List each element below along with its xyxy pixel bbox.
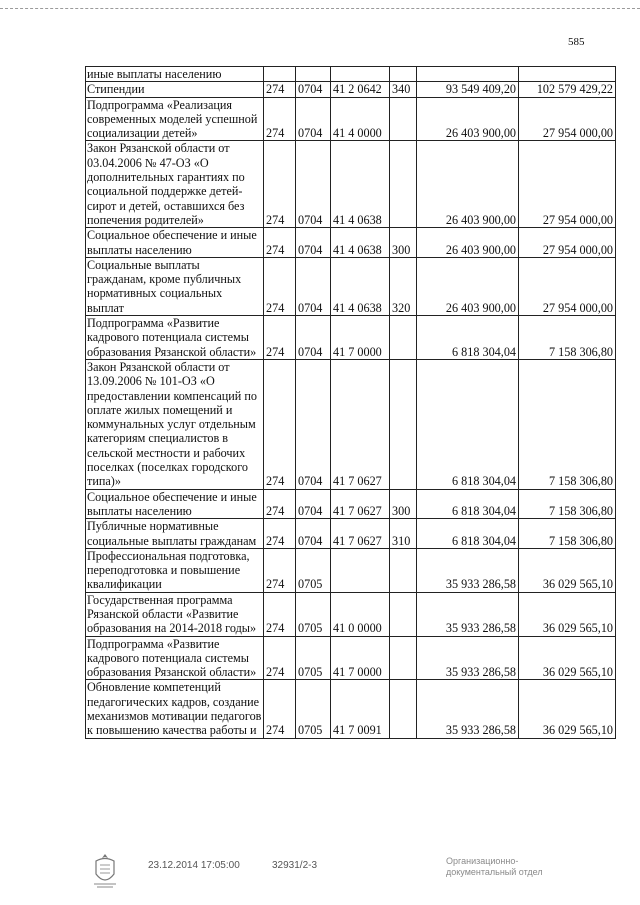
section-code: 0704 <box>296 82 331 97</box>
amount-first-year: 35 933 286,58 <box>417 592 519 636</box>
target-article-code: 41 0 0000 <box>331 592 390 636</box>
scan-top-edge <box>0 8 640 10</box>
amount-second-year: 7 158 306,80 <box>519 316 616 360</box>
stamp-line-2: документальный отдел <box>446 867 543 877</box>
ministry-code: 274 <box>264 257 296 315</box>
row-name: Профессиональная подготовка, переподготовка и повышение квалификации <box>86 548 264 592</box>
amount-first-year: 26 403 900,00 <box>417 97 519 141</box>
section-code: 0705 <box>296 548 331 592</box>
section-code: 0704 <box>296 489 331 519</box>
table-row <box>86 82 616 97</box>
amount-second-year: 27 954 000,00 <box>519 257 616 315</box>
target-article-code: 41 7 0091 <box>331 680 390 738</box>
table-row <box>86 97 616 141</box>
table-row <box>86 636 616 680</box>
row-name: Подпрограмма «Реализация современных моделей успешной социализации детей» <box>86 97 264 141</box>
expense-type-code: 300 <box>390 228 417 258</box>
section-code <box>296 67 331 82</box>
amount-first-year <box>417 67 519 82</box>
section-code: 0704 <box>296 519 331 549</box>
row-name: Закон Рязанской области от 13.09.2006 № 101-ОЗ «О предоставлении компенсаций по оплате жилых помещений и коммунальных услуг отдельным категориям специалистов в сельской местности и рабочих поселках (поселках городского типа)» <box>86 359 264 489</box>
ministry-code: 274 <box>264 489 296 519</box>
row-name: Обновление компетенций педагогических кадров, создание механизмов мотивации педагогов к повышению качества работы и <box>86 680 264 738</box>
amount-first-year: 26 403 900,00 <box>417 228 519 258</box>
page-number: 585 <box>568 36 585 48</box>
expense-type-code <box>390 67 417 82</box>
ministry-code: 274 <box>264 141 296 228</box>
target-article-code: 41 7 0627 <box>331 359 390 489</box>
expense-type-code <box>390 97 417 141</box>
ministry-code: 274 <box>264 548 296 592</box>
ministry-code: 274 <box>264 680 296 738</box>
amount-first-year: 26 403 900,00 <box>417 141 519 228</box>
amount-second-year: 36 029 565,10 <box>519 548 616 592</box>
amount-first-year: 6 818 304,04 <box>417 519 519 549</box>
amount-second-year: 27 954 000,00 <box>519 97 616 141</box>
ministry-code: 274 <box>264 592 296 636</box>
ministry-code: 274 <box>264 228 296 258</box>
expense-type-code <box>390 680 417 738</box>
section-code: 0704 <box>296 316 331 360</box>
table-row <box>86 141 616 228</box>
amount-second-year: 36 029 565,10 <box>519 636 616 680</box>
row-name: Социальное обеспечение и иные выплаты населению <box>86 228 264 258</box>
coat-of-arms-icon <box>92 852 118 890</box>
ministry-code: 274 <box>264 316 296 360</box>
table-row <box>86 519 616 549</box>
row-name: Закон Рязанской области от 03.04.2006 № 47-ОЗ «О дополнительных гарантиях по социальной поддержке детей-сирот и детей, оставшихся без попечения родителей» <box>86 141 264 228</box>
footer-department-stamp <box>446 856 543 878</box>
table-row <box>86 228 616 258</box>
target-article-code <box>331 548 390 592</box>
amount-second-year: 7 158 306,80 <box>519 489 616 519</box>
expense-type-code <box>390 141 417 228</box>
target-article-code <box>331 67 390 82</box>
row-name: иные выплаты населению <box>86 67 264 82</box>
section-code: 0704 <box>296 97 331 141</box>
target-article-code: 41 4 0638 <box>331 141 390 228</box>
row-name: Социальное обеспечение и иные выплаты населению <box>86 489 264 519</box>
expense-type-code <box>390 359 417 489</box>
ministry-code: 274 <box>264 359 296 489</box>
amount-second-year: 7 158 306,80 <box>519 359 616 489</box>
expense-type-code <box>390 592 417 636</box>
amount-first-year: 35 933 286,58 <box>417 680 519 738</box>
amount-first-year: 35 933 286,58 <box>417 636 519 680</box>
target-article-code: 41 4 0638 <box>331 228 390 258</box>
stamp-line-1: Организационно- <box>446 856 519 866</box>
table-row <box>86 548 616 592</box>
budget-table <box>85 66 616 739</box>
amount-second-year: 7 158 306,80 <box>519 519 616 549</box>
row-name: Социальные выплаты гражданам, кроме публичных нормативных социальных выплат <box>86 257 264 315</box>
row-name: Государственная программа Рязанской области «Развитие образования на 2014-2018 годы» <box>86 592 264 636</box>
target-article-code: 41 7 0000 <box>331 636 390 680</box>
target-article-code: 41 4 0000 <box>331 97 390 141</box>
table-row <box>86 257 616 315</box>
expense-type-code: 340 <box>390 82 417 97</box>
expense-type-code: 310 <box>390 519 417 549</box>
section-code: 0705 <box>296 636 331 680</box>
row-name: Подпрограмма «Развитие кадрового потенциала системы образования Рязанской области» <box>86 316 264 360</box>
expense-type-code: 320 <box>390 257 417 315</box>
expense-type-code <box>390 548 417 592</box>
amount-first-year: 93 549 409,20 <box>417 82 519 97</box>
section-code: 0705 <box>296 680 331 738</box>
amount-first-year: 6 818 304,04 <box>417 489 519 519</box>
amount-second-year: 36 029 565,10 <box>519 680 616 738</box>
ministry-code: 274 <box>264 97 296 141</box>
target-article-code: 41 4 0638 <box>331 257 390 315</box>
amount-second-year: 27 954 000,00 <box>519 228 616 258</box>
ministry-code: 274 <box>264 82 296 97</box>
amount-second-year: 102 579 429,22 <box>519 82 616 97</box>
footer-document-id: 32931/2-3 <box>272 860 318 871</box>
table-row <box>86 316 616 360</box>
section-code: 0705 <box>296 592 331 636</box>
row-name: Подпрограмма «Развитие кадрового потенциала системы образования Рязанской области» <box>86 636 264 680</box>
section-code: 0704 <box>296 257 331 315</box>
target-article-code: 41 7 0627 <box>331 489 390 519</box>
expense-type-code <box>390 316 417 360</box>
target-article-code: 41 2 0642 <box>331 82 390 97</box>
row-name: Публичные нормативные социальные выплаты гражданам <box>86 519 264 549</box>
expense-type-code: 300 <box>390 489 417 519</box>
amount-second-year <box>519 67 616 82</box>
target-article-code: 41 7 0627 <box>331 519 390 549</box>
amount-first-year: 26 403 900,00 <box>417 257 519 315</box>
table-row <box>86 592 616 636</box>
ministry-code: 274 <box>264 519 296 549</box>
row-name: Стипендии <box>86 82 264 97</box>
amount-first-year: 6 818 304,04 <box>417 359 519 489</box>
ministry-code: 274 <box>264 636 296 680</box>
expense-type-code <box>390 636 417 680</box>
footer-date: 23.12.2014 17:05:00 <box>148 860 240 871</box>
section-code: 0704 <box>296 228 331 258</box>
amount-second-year: 36 029 565,10 <box>519 592 616 636</box>
table-row <box>86 67 616 82</box>
amount-second-year: 27 954 000,00 <box>519 141 616 228</box>
section-code: 0704 <box>296 359 331 489</box>
ministry-code <box>264 67 296 82</box>
section-code: 0704 <box>296 141 331 228</box>
amount-first-year: 6 818 304,04 <box>417 316 519 360</box>
table-row <box>86 489 616 519</box>
target-article-code: 41 7 0000 <box>331 316 390 360</box>
table-row <box>86 359 616 489</box>
amount-first-year: 35 933 286,58 <box>417 548 519 592</box>
table-row <box>86 680 616 738</box>
